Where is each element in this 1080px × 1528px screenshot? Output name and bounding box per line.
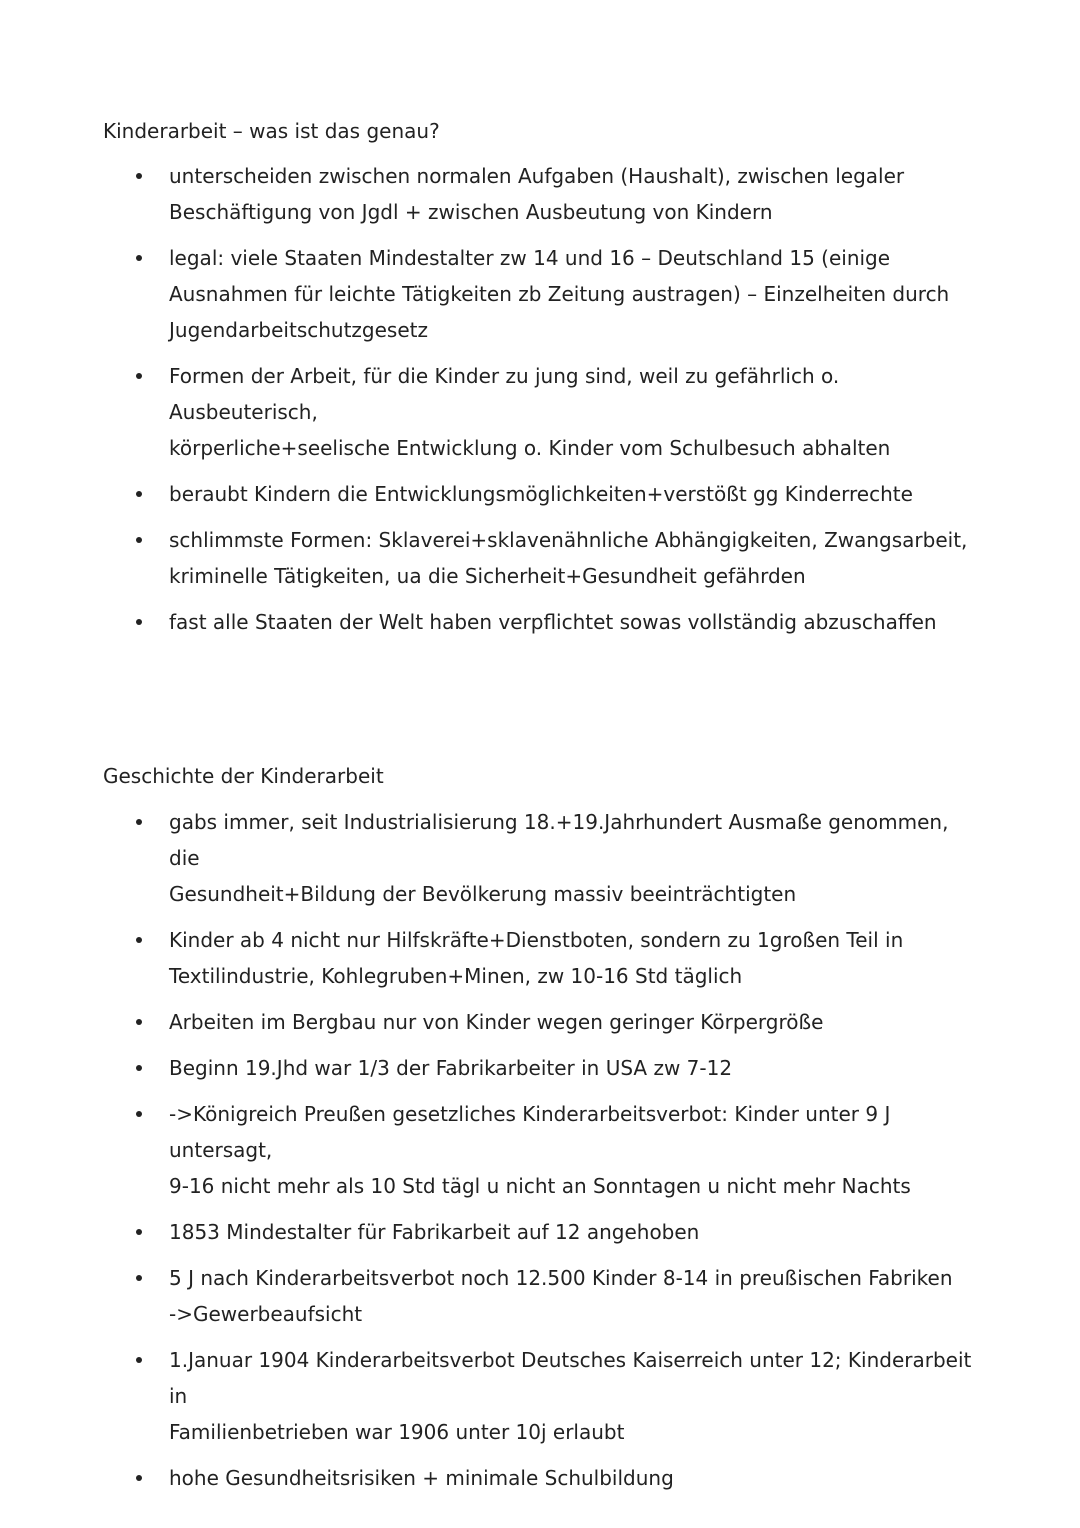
list-item: [0, 1214, 1080, 1250]
list-item: [0, 1342, 1080, 1450]
definition-bullet-list: [0, 158, 1080, 650]
list-item: [0, 1260, 1080, 1332]
list-item-text: Arbeiten im Bergbau nur von Kinder wegen geringer Körpergröße: [169, 1010, 824, 1034]
list-item: [0, 240, 1080, 348]
list-item-text: 1.Januar 1904 Kinderarbeitsverbot Deutsches Kaiserreich unter 12; Kinderarbeit in Familienbetrieben war 1906 unter 10j erlaubt: [169, 1348, 972, 1444]
history-bullet-list: [0, 804, 1080, 1506]
list-item-text: ->Königreich Preußen gesetzliches Kinderarbeitsverbot: Kinder unter 9 J untersagt, 9-16 nicht mehr als 10 Std tägl u nicht an Sonntagen u nicht mehr Nachts: [169, 1102, 911, 1198]
list-item: [0, 358, 1080, 466]
list-item-text: unterscheiden zwischen normalen Aufgaben (Haushalt), zwischen legaler Beschäftigung von Jgdl + zwischen Ausbeutung von Kindern: [169, 164, 905, 224]
list-item-text: Kinder ab 4 nicht nur Hilfskräfte+Dienstboten, sondern zu 1großen Teil in Textilindustrie, Kohlegruben+Minen, zw 10-16 Std täglich: [169, 928, 904, 988]
list-item: [0, 158, 1080, 230]
list-item: [0, 476, 1080, 512]
list-item-text: 1853 Mindestalter für Fabrikarbeit auf 12 angehoben: [169, 1220, 700, 1244]
list-item-text: beraubt Kindern die Entwicklungsmöglichkeiten+verstößt gg Kinderrechte: [169, 482, 913, 506]
list-item: [0, 604, 1080, 640]
list-item-text: fast alle Staaten der Welt haben verpflichtet sowas vollständig abzuschaffen: [169, 610, 937, 634]
list-item: [0, 1050, 1080, 1086]
list-item-text: hohe Gesundheitsrisiken + minimale Schulbildung: [169, 1466, 674, 1490]
list-item-text: Beginn 19.Jhd war 1/3 der Fabrikarbeiter in USA zw 7-12: [169, 1056, 733, 1080]
list-item: [0, 804, 1080, 912]
list-item-text: 5 J nach Kinderarbeitsverbot noch 12.500 Kinder 8-14 in preußischen Fabriken ->Gewerbeaufsicht: [169, 1266, 953, 1326]
list-item: [0, 1096, 1080, 1204]
list-item: [0, 522, 1080, 594]
list-item: [0, 922, 1080, 994]
list-item: [0, 1004, 1080, 1040]
list-item-text: schlimmste Formen: Sklaverei+sklavenähnliche Abhängigkeiten, Zwangsarbeit, kriminelle Tätigkeiten, ua die Sicherheit+Gesundheit gefährden: [169, 528, 968, 588]
list-item-text: gabs immer, seit Industrialisierung 18.+19.Jahrhundert Ausmaße genommen, die Gesundheit+Bildung der Bevölkerung massiv beeinträchtigten: [169, 810, 949, 906]
section-heading-history: Geschichte der Kinderarbeit: [103, 764, 384, 788]
list-item-text: legal: viele Staaten Mindestalter zw 14 und 16 – Deutschland 15 (einige Ausnahmen für leichte Tätigkeiten zb Zeitung austragen) – Einzelheiten durch Jugendarbeitschutzgesetz: [169, 246, 950, 342]
list-item-text: Formen der Arbeit, für die Kinder zu jung sind, weil zu gefährlich o. Ausbeuterisch, körperliche+seelische Entwicklung o. Kinder vom Schulbesuch abhalten: [169, 364, 891, 460]
section-heading-definition: Kinderarbeit – was ist das genau?: [103, 119, 440, 143]
list-item: [0, 1460, 1080, 1496]
